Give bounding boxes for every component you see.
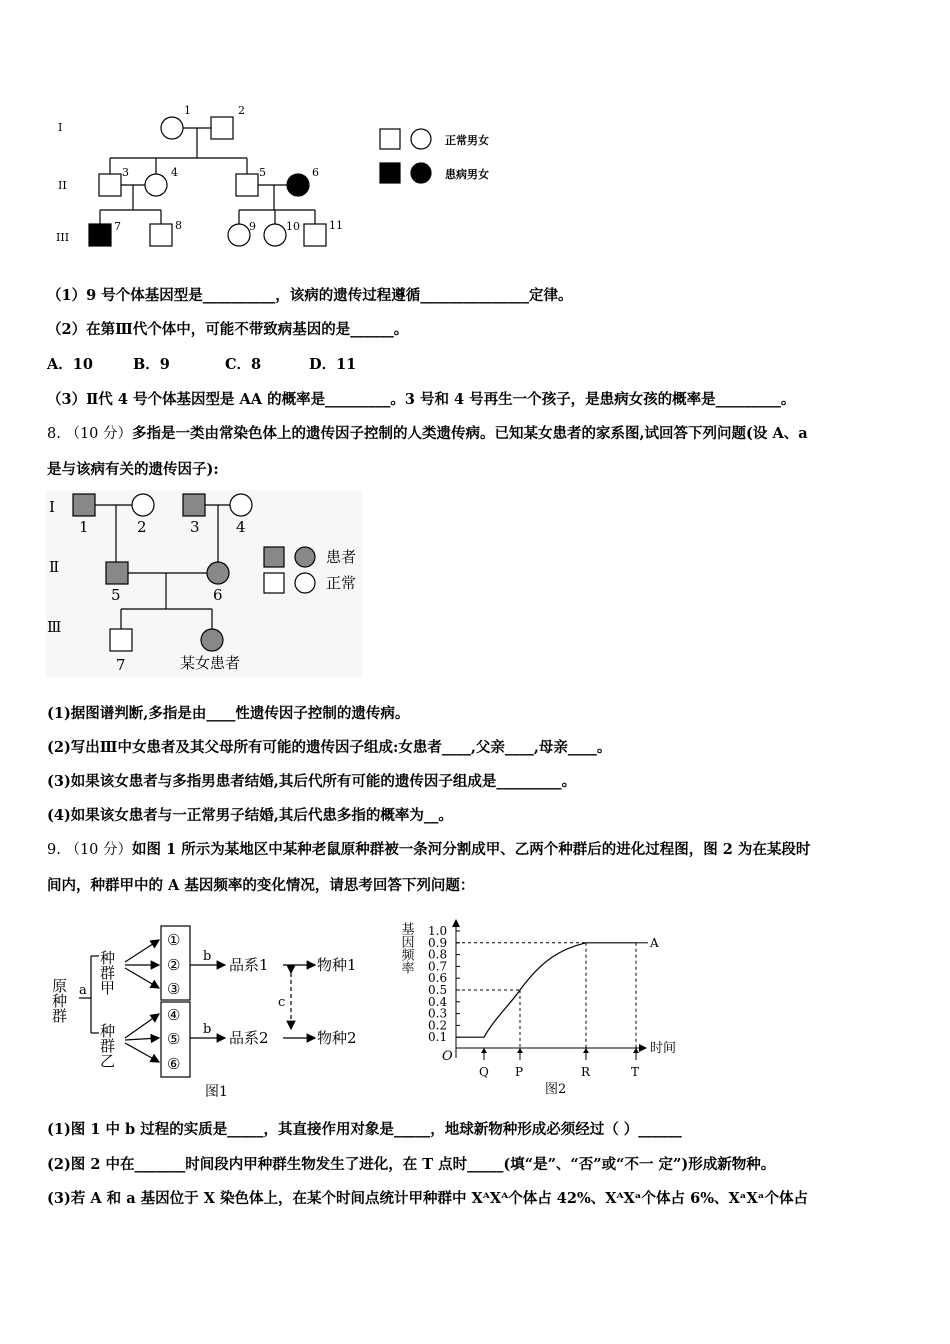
- svg-text:8: 8: [175, 219, 182, 232]
- svg-text:a: a: [79, 983, 87, 998]
- y-tick-label: 0.4: [428, 994, 448, 1009]
- x-tick-label: P: [515, 1065, 524, 1079]
- ped2-individual-6: [207, 562, 229, 584]
- svg-text:7: 7: [114, 220, 121, 233]
- x-tick-head: [481, 1048, 487, 1053]
- svg-text:4: 4: [171, 166, 178, 179]
- q9-line1: 9. （10 分）如图 1 所示为某地区中某种老鼠原种群被一条河分割成甲、乙两个种群后的进化过程图，图 2 为在某段时: [47, 841, 811, 858]
- q7-options: [47, 355, 356, 375]
- ped2-individual-4: [230, 494, 252, 516]
- q9-sub1: (1)图 1 中 b 过程的实质是_____，其直接作用对象是_____，地球新物种形成必须经过（ ）______: [47, 1121, 682, 1138]
- ped1-individual-8: [150, 224, 172, 246]
- ped2-legend-normal-female: [295, 573, 315, 593]
- legend-normal-male: [380, 129, 400, 149]
- option-c: C．8: [225, 356, 262, 373]
- q9-line2: 间内，种群甲中的 A 基因频率的变化情况，请思考回答下列问题：: [47, 877, 475, 894]
- ped2-individual-2: [132, 494, 154, 516]
- y-tick-label: 0.5: [428, 983, 448, 997]
- ped2-legend-normal-label: 正常: [326, 574, 357, 592]
- q8-sub2: (2)写出Ⅲ中女患者及其父母所有可能的遗传因子组成:女患者____,父亲____,母亲____。: [47, 739, 612, 756]
- svg-text:b: b: [203, 1022, 212, 1037]
- option-b: B．9: [133, 356, 170, 373]
- y-tick-label: 0.3: [428, 1006, 448, 1021]
- svg-text:11: 11: [329, 219, 343, 232]
- q9-sub3: (3)若 A 和 a 基因位于 X 染色体上，在某个时间点统计甲种群中 XᴬXᴬ个体占 42%、XᴬXᵃ个体占 6%、XᵃXᵃ个体占: [47, 1190, 808, 1207]
- y-tick-label: 0.9: [428, 935, 448, 950]
- svg-text:1: 1: [79, 518, 89, 536]
- ped1-individual-2: [211, 117, 233, 139]
- svg-text:4: 4: [236, 518, 246, 536]
- ped1-gen-II: II: [58, 179, 67, 192]
- svg-text:Ⅲ: Ⅲ: [47, 618, 62, 636]
- ped1-individual-6: [287, 174, 309, 196]
- legend-ill-male: [380, 163, 400, 183]
- q7-line2: （2）在第Ⅲ代个体中，可能不带致病基因的是______。: [47, 321, 409, 338]
- y-tick-label: 0.7: [428, 959, 448, 974]
- x-tick-head: [517, 1048, 523, 1053]
- y-axis-label: 基因频率: [398, 922, 414, 974]
- strain-1: 品系1: [229, 956, 269, 974]
- q8-sub3: (3)如果该女患者与多指男患者结婚,其后代所有可能的遗传因子组成是_________。: [47, 773, 577, 790]
- ped1-individual-4: [145, 174, 167, 196]
- y-tick-label: 0.2: [428, 1018, 448, 1033]
- svg-text:9: 9: [249, 220, 256, 233]
- q8-number: 8. （10 分）: [47, 426, 133, 442]
- ped1-gen-I: I: [58, 121, 63, 134]
- x-axis-label: 时间: [650, 1041, 677, 1056]
- legend-normal-label: 正常男女: [445, 134, 489, 147]
- y-tick-label: 1.0: [428, 924, 448, 938]
- x-tick-head: [633, 1048, 639, 1053]
- q8-sub1: (1)据图谱判断,多指是由____性遗传因子控制的遗传病。: [47, 705, 410, 722]
- pop-b-label: 种群乙: [98, 1023, 116, 1068]
- option-d: D．11: [309, 356, 357, 373]
- ped1-gen-III: III: [56, 231, 70, 244]
- ped1-individual-9: [228, 224, 250, 246]
- species-2: 物种2: [317, 1029, 357, 1047]
- ped1-individual-10: [264, 224, 286, 246]
- figure-2-caption: 图2: [545, 1082, 567, 1097]
- x-tick-label: Q: [479, 1065, 489, 1079]
- x-tick-label: T: [631, 1065, 640, 1079]
- q7-line3: （3）Ⅱ代 4 号个体基因型是 AA 的概率是_________。3 号和 4 号再生一个孩子，是患病女孩的概率是_________。: [47, 391, 796, 408]
- svg-text:2: 2: [238, 104, 245, 117]
- species-1: 物种1: [317, 956, 357, 974]
- legend-normal-female: [411, 129, 431, 149]
- q9-number: 9. （10 分）: [47, 842, 133, 858]
- svg-text:7: 7: [116, 656, 126, 674]
- svg-text:c: c: [278, 995, 286, 1010]
- svg-text:③: ③: [167, 980, 181, 998]
- pop-a-label: 种群甲: [98, 950, 116, 995]
- svg-text:I: I: [49, 498, 55, 516]
- ped2-individual-1: [73, 494, 95, 516]
- y-tick-label: 0.8: [428, 947, 448, 962]
- origin-label: O: [442, 1049, 453, 1064]
- x-tick-head: [583, 1048, 589, 1053]
- q7-line1: （1）9 号个体基因型是__________，该病的遗传过程遵循_______________定律。: [47, 287, 573, 304]
- svg-text:5: 5: [111, 586, 121, 604]
- pedigree-chart-1: [50, 100, 510, 260]
- svg-text:6: 6: [213, 586, 223, 604]
- ped2-individual-5: [106, 562, 128, 584]
- figure-2-gene-frequency-chart: [400, 910, 700, 1105]
- svg-text:10: 10: [286, 220, 300, 233]
- q8-line2: 是与该病有关的遗传因子):: [47, 461, 219, 478]
- legend-ill-label: 患病男女: [445, 168, 489, 181]
- svg-text:②: ②: [167, 956, 181, 974]
- strain-2: 品系2: [229, 1029, 269, 1047]
- ped2-legend-normal-male: [264, 573, 284, 593]
- ped1-individual-1: [161, 117, 183, 139]
- origin-population-label: 原种群: [50, 978, 68, 1023]
- ped2-individual-3: [183, 494, 205, 516]
- ped1-individual-11: [304, 224, 326, 246]
- y-tick-label: 0.6: [428, 971, 448, 986]
- ped1-individual-7: [89, 224, 111, 246]
- svg-text:6: 6: [312, 166, 319, 179]
- svg-text:1: 1: [184, 104, 191, 117]
- svg-text:3: 3: [190, 518, 200, 536]
- ped1-individual-3: [99, 174, 121, 196]
- ped2-patient-label: 某女患者: [180, 654, 241, 672]
- ped2-legend-ill-female: [295, 547, 315, 567]
- ped2-legend-ill-male: [264, 547, 284, 567]
- svg-text:b: b: [203, 949, 212, 964]
- ped1-individual-5: [236, 174, 258, 196]
- y-tick-label: 0.1: [428, 1030, 448, 1045]
- series-label-A: A: [650, 935, 659, 950]
- svg-text:⑥: ⑥: [167, 1055, 181, 1073]
- svg-text:3: 3: [122, 166, 129, 179]
- q8-sub4: (4)如果该女患者与一正常男子结婚,其后代患多指的概率为__。: [47, 807, 453, 824]
- svg-text:⑤: ⑤: [167, 1030, 181, 1048]
- q9-sub2: (2)图 2 中在_______时间段内甲种群生物发生了进化，在 T 点时_____(填“是”、“否”或“不一 定”)形成新物种。: [47, 1156, 776, 1173]
- option-a: A．10: [47, 356, 93, 373]
- svg-text:④: ④: [167, 1006, 181, 1024]
- svg-text:Ⅱ: Ⅱ: [49, 558, 60, 576]
- svg-text:5: 5: [259, 166, 266, 179]
- ped2-legend-ill-label: 患者: [326, 548, 357, 566]
- figure-1-caption: 图1: [205, 1084, 228, 1100]
- svg-text:2: 2: [137, 518, 147, 536]
- pedigree-chart-2: [46, 490, 362, 678]
- ped2-patient-female: [201, 629, 223, 651]
- svg-text:①: ①: [167, 931, 181, 949]
- figure-1-speciation: [50, 920, 375, 1100]
- q8-line1: 8. （10 分）多指是一类由常染色体上的遗传因子控制的人类遗传病。已知某女患者的家系图,试回答下列问题(设 A、a: [47, 425, 808, 442]
- ped2-individual-7: [110, 629, 132, 651]
- legend-ill-female: [411, 163, 431, 183]
- x-tick-label: R: [581, 1065, 591, 1079]
